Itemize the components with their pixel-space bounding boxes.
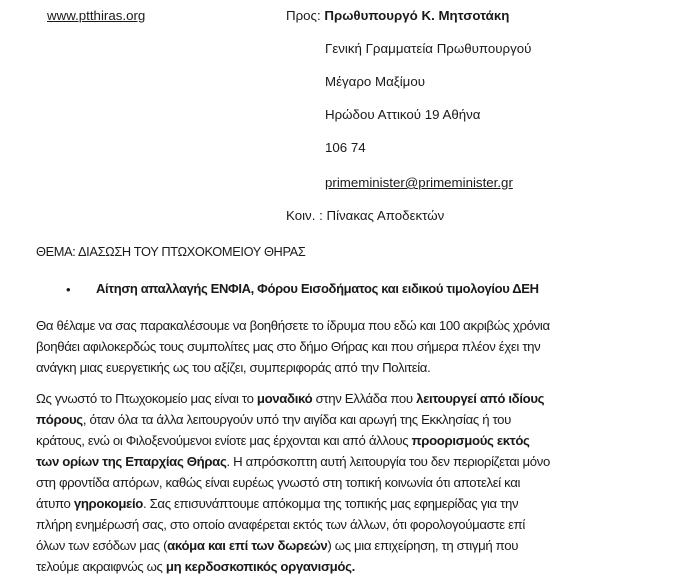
p2-bold: πόρους — [36, 412, 83, 427]
paragraph2-line-6 — [36, 496, 518, 512]
to-label: Προς: — [286, 8, 321, 23]
p2-text: άτυπο — [36, 496, 74, 511]
recipient-name: Πρωθυπουργό Κ. Μητσοτάκη — [324, 8, 510, 23]
p2-text: όλων των εσόδων μας ( — [36, 538, 168, 553]
paragraph2-line-8 — [36, 538, 518, 554]
p2-text: στην Ελλάδα που — [312, 391, 417, 406]
email-link[interactable]: primeminister@primeminister.gr — [325, 175, 513, 190]
p2-bold: λειτουργεί από ιδίους — [416, 391, 545, 406]
p2-text: τελούμε ακραιφνώς ως — [36, 559, 166, 574]
p2-bold: γηροκομείο — [73, 496, 143, 511]
cc-line: Κοιν. : Πίνακας Αποδεκτών — [286, 208, 445, 223]
recipient-line — [286, 8, 509, 24]
bullet-icon: • — [66, 282, 71, 297]
paragraph2-line-3 — [36, 433, 530, 449]
p2-text: ) ως μια επιχείρηση, τη στιγμή που — [327, 538, 519, 553]
p2-text: , όταν όλα τα άλλα λειτουργούν υπό την αιγίδα και αρωγή της Εκκλησίας ή του — [82, 412, 512, 427]
p2-text: Ως γνωστό το Πτωχοκομείο μας είναι το — [36, 391, 257, 406]
paragraph1-line-1: Θα θέλαμε να σας παρακαλέσουμε να βοηθήσετε το ίδρυμα που εδώ και 100 ακριβώς χρόνια — [36, 318, 550, 333]
address-line-1: Γενική Γραμματεία Πρωθυπουργού — [325, 41, 532, 56]
p2-bold: μη κερδοσκοπικός οργανισμός. — [165, 559, 355, 574]
p2-bold: προορισμούς εκτός — [411, 433, 530, 448]
p2-bold: μοναδικό — [256, 391, 313, 406]
p2-bold: ακόμα και επί των δωρεών — [167, 538, 328, 553]
subject-line: ΘΕΜΑ: ΔΙΑΣΩΣΗ ΤΟΥ ΠΤΩΧΟΚΟΜΕΙΟΥ ΘΗΡΑΣ — [36, 244, 306, 259]
paragraph2-line-4 — [36, 454, 550, 470]
p2-text: κράτους, ενώ οι Φιλοξενούμενοι ενίοτε μας έρχονται και από άλλους — [36, 433, 412, 448]
paragraph2-line-9 — [36, 559, 355, 575]
p2-text: . Σας επισυνάπτουμε απόκομμα της τοπικής μας εφημερίδας για την — [142, 496, 519, 511]
postal-code: 106 74 — [325, 140, 366, 155]
paragraph1-line-2: βοηθάει αφιλοκερδώς τους συμπολίτες μας στο δήμο Θήρας και που σήμερα πλέον έχει την — [36, 339, 541, 354]
paragraph2-line-7: πλήρη ενημέρωσή σας, στο οποίο αναφέρεται εκτός των άλλων, ότι φορολογούμαστε επί — [36, 517, 525, 532]
p2-text: . Η απρόσκοπτη αυτή λειτουργία του δεν περιορίζεται μόνο — [226, 454, 550, 469]
paragraph2-line-1 — [36, 391, 544, 407]
bullet-text: Αίτηση απαλλαγής ΕΝΦΙΑ, Φόρου Εισοδήματος και ειδικού τιμολογίου ΔΕΗ — [96, 281, 539, 296]
paragraph2-line-5: στη φροντίδα απόρων, καθώς είναι ευρέως γνωστό στη τοπική κοινωνία ότι αποτελεί και — [36, 475, 521, 490]
website-link[interactable]: www.ptthiras.org — [47, 8, 146, 23]
paragraph2-line-2 — [36, 412, 511, 428]
p2-bold: των ορίων της Επαρχίας Θήρας — [36, 454, 227, 469]
address-line-3: Ηρώδου Αττικού 19 Αθήνα — [325, 107, 481, 122]
address-line-2: Μέγαρο Μαξίμου — [325, 74, 425, 89]
paragraph1-line-3: ανάγκη μιας ευεργετικής ως του αξίζει, συμπεριφοράς από την Πολιτεία. — [36, 360, 431, 375]
